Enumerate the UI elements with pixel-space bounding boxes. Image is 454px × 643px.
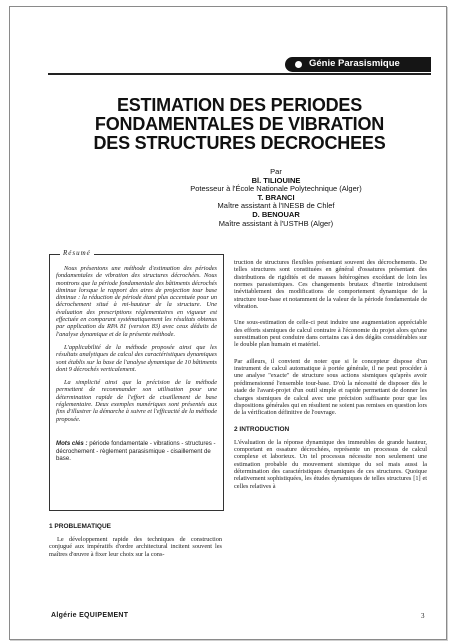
section-label: Génie Parasismique — [309, 58, 400, 69]
title-line-2: FONDAMENTALES DE VIBRATION — [94, 114, 385, 134]
authors-block — [151, 168, 401, 228]
section-1-title: 1 PROBLEMATIQUE — [49, 523, 111, 530]
keywords — [56, 440, 217, 463]
authors-by: Par — [270, 167, 282, 176]
author-2-affiliation: Maître assistant à l'INESB de Chlef — [217, 201, 335, 211]
abstract-label: Résumé — [60, 249, 94, 257]
author-3-name: D. BENOUAR — [252, 209, 300, 219]
title-line-3: DES STRUCTURES DECROCHEES — [93, 133, 386, 153]
keywords-text: période fondamentale - vibrations - structures - décrochement - règlement parasismique - cisaillement de base. — [56, 440, 216, 463]
section-1-text: Le développement rapide des techniques de construction conjugué aux impératifs d'ordre architectural incitent souvent les maîtres d'œuvre à fixer leur choix sur la cons- — [49, 536, 222, 558]
right-column — [234, 259, 427, 499]
right-paragraph-2: Une sous-estimation de celle-ci peut induire une augmentation appréciable des efforts sismiques de calcul contraire à l'économie du projet alors qu'une surestimation peut conduire dans certains cas à des dégâts considérables sur le double plan humain et matériel. — [234, 319, 427, 349]
right-paragraph-4: L'évaluation de la réponse dynamique des immeubles de grande hauteur, comportant en ossature décrochées, représente un processus de calcul complexe et laborieux. Un tel processus nécessite non seulement une estimation probable du mouvement sismique du sol mais aussi la détermination des caractéristiques dynamiques de ces structures. Quoique relativement sophistiquées, les études dynamiques de telles structures [1] et celles relatives à — [234, 438, 427, 490]
abstract-paragraph-2: L'applicabilité de la méthode proposée ainsi que les résultats analytiques de calcul des caractéristiques dynamiques sont établis sur la base de l'analyse dynamique de 10 bâtiments dont 9 décrochés verticalement. — [56, 343, 217, 373]
abstract-paragraph-3: La simplicité ainsi que la précision de la méthode permettent de recommander son utilisation pour une détermination rapide de l'effort de cisaillement de base réglementaire. Deux exemples numériques sont présentés aux fins d'illustrer la démarche à suivre et l'efficacité de la méthode proposée. — [56, 379, 217, 423]
keywords-label: Mots clés : — [56, 440, 88, 447]
header-rule — [48, 73, 431, 75]
title-line-1: ESTIMATION DES PERIODES — [116, 95, 363, 115]
section-1 — [49, 523, 222, 558]
abstract-body — [56, 265, 217, 429]
right-paragraph-3: Par ailleurs, il convient de noter que si le concepteur dispose d'un instrument de calcul automatique à portée générale, il ne peut procéder à une analyse "exacte" de structure sous actions sismiques qu'après avoir prédimensionné l'ensemble tour-base. D'où la nécessité de disposer dès le stade de l'avant-projet d'un outil simple et rapide permettant de donner les charges sismiques de calcul avec une précision suffisante pour que les dispositions générales qui en résultent ne soient pas remises en question lors de la vérification définitive de l'ouvrage. — [234, 357, 427, 417]
abstract-paragraph-1: Nous présentons une méthode d'estimation des périodes fondamentales de vibration des structures décrochées. Nous montrons que la période fondamentale des bâtiments décrochés diminue lorsque le rapport des aires de projection tour base diminue : la réduction de période étant plus accentuée pour un décrochement situé à mi-hauteur de la structure. Une évaluation des prescriptions réglementaires en vigueur est effectuée en comparant systématiquement les résultats obtenus par application du RPA 81 (version 83) avec ceux déduits de l'analyse dynamique et de la présente méthode. — [56, 265, 217, 338]
bullet-icon — [295, 61, 302, 68]
author-1-affiliation: Potesseur à l'École Nationale Polytechnique (Alger) — [190, 184, 362, 194]
section-banner — [285, 57, 431, 72]
abstract-box — [49, 249, 224, 511]
author-3-affiliation: Maître assistant à l'USTHB (Alger) — [218, 218, 334, 228]
right-paragraph-1: truction de structures flexibles présentant souvent des décrochements. De telles structures sont constituées en général d'ossatures présentant des distributions de rigidités et de masses hétérogènes excédant de loin les normes parasismiques. Ces changements brutaux d'inertie introduisent inévitablement des modifications de comportement dynamique de la structure tour-base et notamment de la valeur de la période fondamentale de vibration. — [234, 259, 427, 311]
journal-name: Algérie EQUIPEMENT — [51, 612, 129, 619]
article-title — [48, 96, 431, 153]
author-2-name: T. BRANCI — [257, 192, 295, 202]
author-1-name: Bl. TILIOUINE — [251, 175, 301, 185]
page-number: 3 — [421, 612, 425, 620]
document-page — [9, 6, 447, 640]
section-2-title: 2 INTRODUCTION — [234, 425, 290, 433]
